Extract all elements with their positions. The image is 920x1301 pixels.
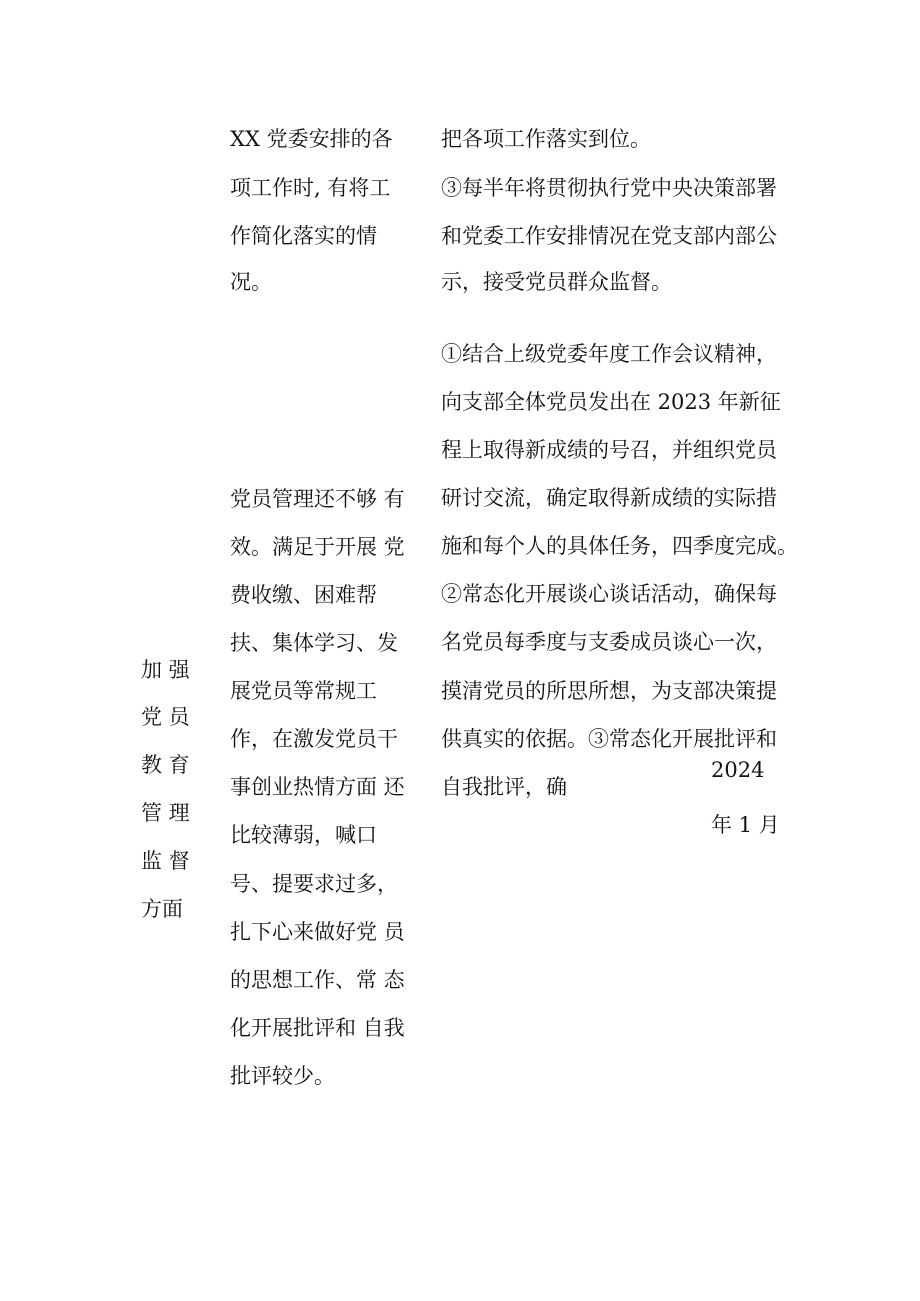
measure-line: ①结合上级党委年度工作会议精神，	[441, 342, 777, 366]
category-line: 监 督	[141, 849, 190, 873]
text-line: 示，接受党员群众监督。	[441, 270, 672, 294]
problem-line: 批评较少。	[230, 1064, 335, 1088]
text-line: ③每半年将贯彻执行党中央决策部署	[441, 176, 777, 200]
problem-line: 效。满足于开展 党	[230, 535, 405, 559]
text-line: 和党委工作安排情况在党支部内部公	[441, 224, 777, 248]
deadline-year: 2024	[711, 758, 765, 782]
measure-line: 名党员每季度与支委成员谈心一次，	[441, 630, 777, 654]
problem-line: 扶、集体学习、发	[230, 631, 398, 655]
problem-line: 事创业热情方面 还	[230, 775, 405, 799]
category-line: 教 育	[141, 753, 190, 777]
deadline-month: 年 1 月	[711, 813, 780, 837]
problem-line: 比较薄弱，喊口	[230, 823, 377, 847]
text-line: 作简化落实的情	[230, 224, 377, 248]
measure-line: 程上取得新成绩的号召，并组织党员	[441, 438, 777, 462]
category-line: 党 员	[141, 705, 190, 729]
problem-line: 化开展批评和 自我	[230, 1016, 405, 1040]
measure-line: 自我批评，确	[441, 775, 567, 799]
measure-line: ②常态化开展谈心谈话活动，确保每	[441, 582, 777, 606]
problem-line: 展党员等常规工	[230, 679, 377, 703]
problem-line: 扎下心来做好党 员	[230, 920, 405, 944]
category-line: 管 理	[141, 801, 190, 825]
measure-line: 研讨交流，确定取得新成绩的实际措	[441, 486, 777, 510]
problem-line: 作，在激发党员干	[230, 727, 398, 751]
category-line: 加 强	[141, 658, 190, 682]
problem-line: 费收缴、困难帮	[230, 583, 377, 607]
text-line: 况。	[230, 270, 272, 294]
problem-line: 党员管理还不够 有	[230, 487, 405, 511]
measure-line: 施和每个人的具体任务，四季度完成。	[441, 534, 798, 558]
problem-line: 号、提要求过多，	[230, 872, 398, 896]
text-line: 把各项工作落实到位。	[441, 127, 651, 151]
category-line: 方面	[141, 897, 183, 921]
problem-line: 的思想工作、常 态	[230, 968, 405, 992]
text-line: 项工作时, 有将工	[230, 176, 391, 200]
text-line: XX 党委安排的各	[230, 127, 393, 151]
measure-line: 向支部全体党员发出在 2023 年新征	[441, 390, 781, 414]
measure-line: 摸清党员的所思所想，为支部决策提	[441, 679, 777, 703]
measure-line: 供真实的依据。③常态化开展批评和	[441, 727, 777, 751]
